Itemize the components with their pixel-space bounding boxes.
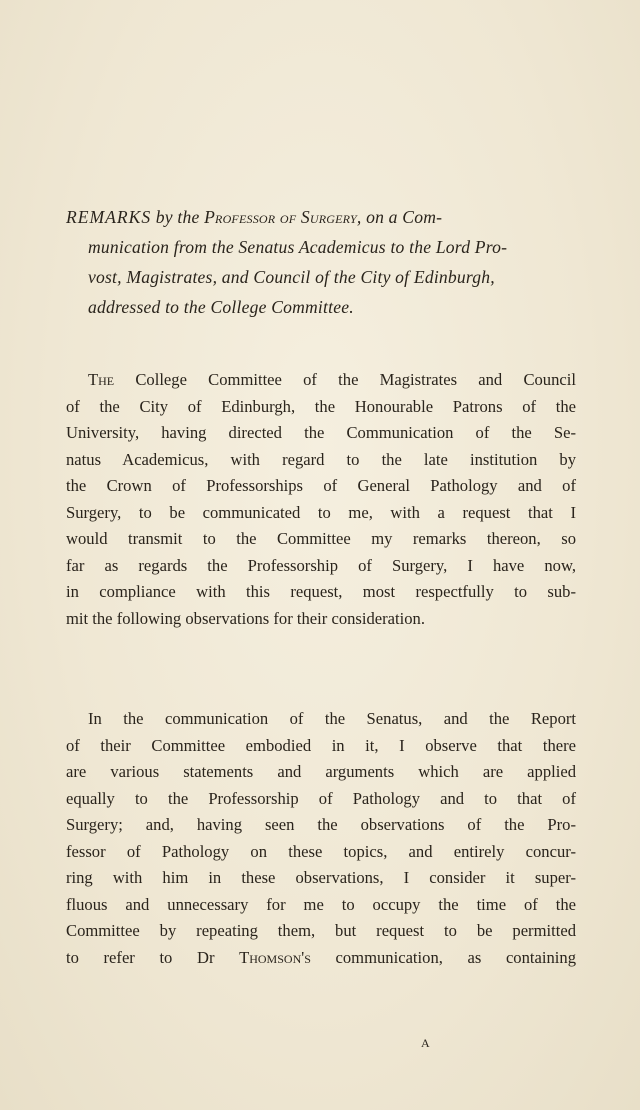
signature-mark: A bbox=[421, 1036, 431, 1050]
paragraph-1-line-10: mit the following observations for their consideration. bbox=[66, 608, 425, 628]
paragraph-2-line-1: In the communication of the Senatus, and the Report bbox=[88, 709, 576, 728]
heading-line-4: addressed to the College Committee. bbox=[88, 297, 354, 317]
paragraph-1-line-4: natus Academicus, with regard to the late institution by bbox=[66, 449, 576, 469]
heading-line-3: vost, Magistrates, and Council of the City of Edinburgh, bbox=[88, 267, 495, 287]
paragraph-2-line-7: ring with him in these observations, I consider it super- bbox=[66, 868, 576, 887]
paragraph-2-line-8: fluous and unnecessary for me to occupy the time of the bbox=[66, 894, 576, 914]
heading-word-remarks: REMARKS bbox=[66, 207, 152, 227]
paragraph-1 bbox=[66, 367, 576, 632]
paragraph-2-line-6: fessor of Pathology on these topics, and entirely concur- bbox=[66, 841, 576, 861]
heading-rest-1: by the Professor of Surgery, on a Com- bbox=[155, 207, 443, 227]
paragraph-2-line-9: Committee by repeating them, but request to be permitted bbox=[66, 921, 576, 940]
paragraph-1-line-7: would transmit to the Committee my remarks thereon, so bbox=[66, 529, 576, 548]
document-heading bbox=[66, 202, 586, 322]
paragraph-2-line-5: Surgery; and, having seen the observations of the Pro- bbox=[66, 815, 576, 834]
paragraph-1-line-1: The College Committee of the Magistrates and Council bbox=[88, 370, 576, 389]
paragraph-1-line-9: in compliance with this request, most respectfully to sub- bbox=[66, 582, 576, 601]
paragraph-2-line-3: are various statements and arguments which are applied bbox=[66, 762, 576, 781]
paragraph-1-line-8: far as regards the Professorship of Surgery, I have now, bbox=[66, 555, 576, 575]
paragraph-2-line-10: to refer to Dr Thomson's communication, as containing bbox=[66, 947, 576, 967]
paragraph-1-line-5: the Crown of Professorships of General Pathology and of bbox=[66, 476, 576, 495]
heading-line-2: munication from the Senatus Academicus to the Lord Pro- bbox=[88, 237, 508, 257]
heading-line-1 bbox=[66, 202, 586, 232]
paragraph-2 bbox=[66, 706, 576, 971]
paragraph-2-line-2: of their Committee embodied in it, I observe that there bbox=[66, 735, 576, 755]
paragraph-1-line-2: of the City of Edinburgh, the Honourable Patrons of the bbox=[66, 396, 576, 416]
paragraph-2-line-4: equally to the Professorship of Pathology and to that of bbox=[66, 788, 576, 808]
paragraph-1-line-6: Surgery, to be communicated to me, with a request that I bbox=[66, 502, 576, 522]
paragraph-1-line-3: University, having directed the Communication of the Se- bbox=[66, 423, 576, 442]
